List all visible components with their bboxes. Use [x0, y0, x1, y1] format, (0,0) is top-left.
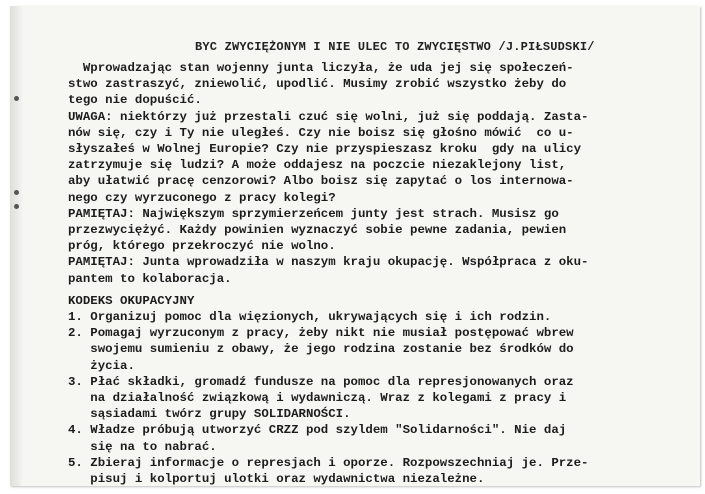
punch-mark: [14, 96, 19, 101]
text-line: przezwyciężyć. Każdy powinien wyznaczyć sobie pewne zadania, pewien: [68, 223, 567, 238]
text-line: PAMIĘTAJ: Największym sprzymierzeńcem junty jest strach. Musisz go: [68, 206, 559, 221]
kodeks-line: 5. Zbieraj informacje o represjach i oporze. Rozpowszechniaj je. Prze-: [68, 455, 589, 470]
text-line: nów się, czy i Ty nie uległeś. Czy nie boisz się głośno mówić co u-: [68, 125, 574, 140]
text-line: słyszałeś w Wolnej Europie? Czy nie przyspieszasz kroku gdy na ulicy: [68, 142, 582, 157]
kodeks-line: 4. Władze próbują utworzyć CRZZ pod szyldem "Solidarności". Nie daj: [68, 423, 567, 438]
paper-edge-shadow: [10, 6, 24, 486]
text-line: tego nie dopuścić.: [68, 93, 202, 108]
document-title: BYC ZWYCIĘŻONYM I NIE ULEC TO ZWYCIĘSTWO /J.PIŁSUDSKI/: [195, 40, 595, 54]
kodeks-line: się na to nabrać.: [68, 439, 217, 454]
text-line: PAMIĘTAJ: Junta wprowadziła w naszym kraju okupację. Współpraca z oku-: [68, 255, 589, 270]
kodeks-line: życia.: [68, 358, 135, 373]
kodeks-line: pisuj i kolportuj ulotki oraz wydawnictwa niezależne.: [68, 472, 485, 487]
kodeks-line: sąsiadami twórz grupy SOLIDARNOŚCI.: [68, 407, 351, 422]
kodeks-line: 3. Płać składki, gromadź fundusze na pomoc dla represjonowanych oraz: [68, 374, 574, 389]
document-body: [68, 60, 658, 487]
text-line: nego czy wyrzuconego z pracy kolegi?: [68, 190, 336, 205]
text-line: zatrzymuje się ludzi? A może oddajesz na poczcie niezaklejony list,: [68, 158, 567, 173]
text-line: stwo zastraszyć, zniewolić, upodlić. Musimy zrobić wszystko żeby do: [68, 77, 567, 92]
text-line: Wprowadzając stan wojenny junta liczyła, że uda jej się społeczeń-: [68, 61, 574, 75]
kodeks-heading: KODEKS OKUPACYJNY: [68, 293, 195, 308]
punch-mark: [14, 190, 19, 195]
kodeks-line: swojemu sumieniu z obawy, że jego rodzina zostanie bez środków do: [68, 342, 574, 357]
text-line: pantem to kolaboracja.: [68, 271, 232, 286]
kodeks-line: 1. Organizuj pomoc dla więzionych, ukrywających się i ich rodzin.: [68, 310, 552, 325]
punch-mark: [14, 204, 19, 209]
kodeks-line: na działalność związkową i wydawniczą. Wraz z kolegami z pracy i: [68, 391, 567, 406]
kodeks-line: 2. Pomagaj wyrzuconym z pracy, żeby nikt nie musiał postępować wbrew: [68, 326, 574, 341]
text-line: UWAGA: niektórzy już przestali czuć się wolni, już się poddają. Zasta-: [68, 109, 589, 124]
text-line: aby ułatwić pracę cenzorowi? Albo boisz się zapytać o los internowa-: [68, 174, 574, 189]
text-line: próg, którego przekroczyć nie wolno.: [68, 239, 336, 254]
